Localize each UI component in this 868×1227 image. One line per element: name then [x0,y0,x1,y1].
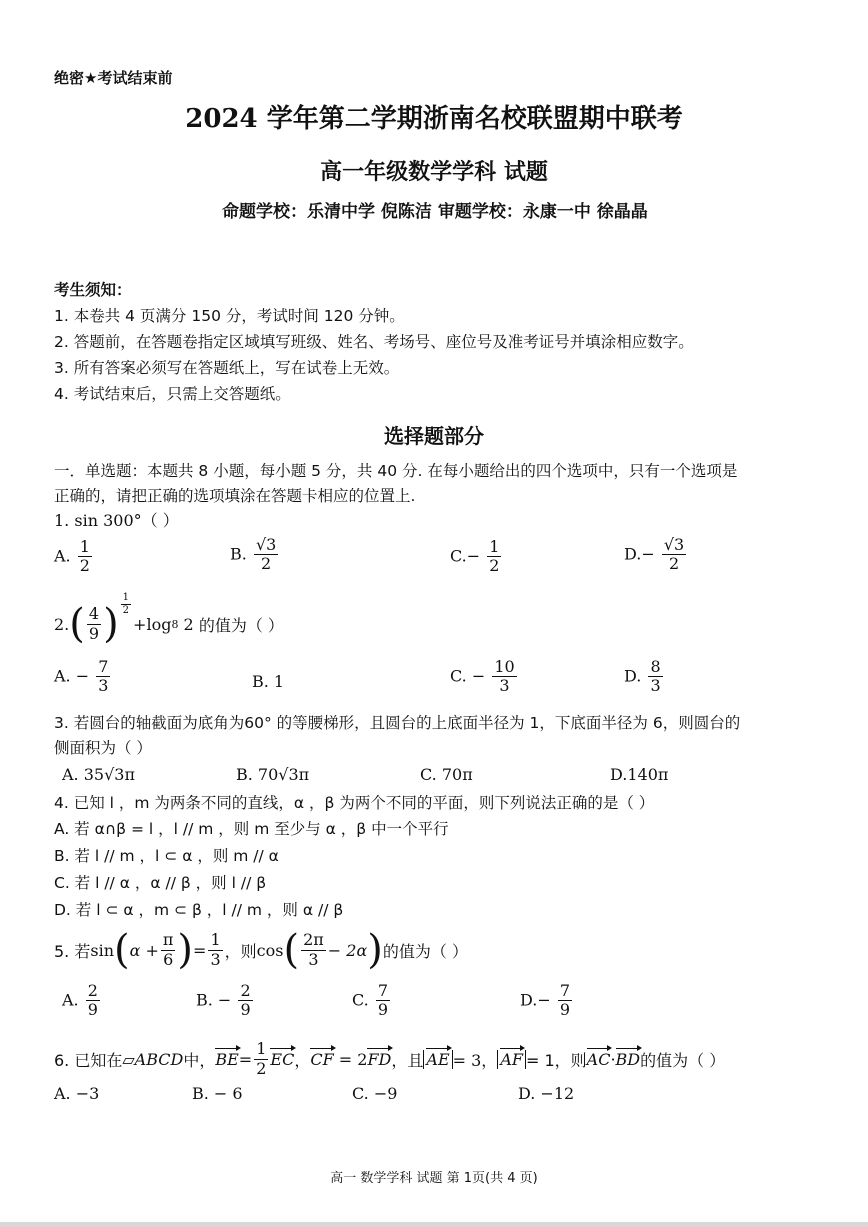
question-4-option-c: C. 若 l // α ，α // β ，则 l // β [54,874,267,892]
question-4-stem: 4. 已知 l ，m 为两条不同的直线，α ，β 为两个不同的平面，则下列说法正确的是（ ） [54,794,655,812]
section-intro-line1: 一．单选题：本题共 8 小题，每小题 5 分，共 40 分. 在每小题给出的四个选项中，只有一个选项是 [54,462,738,480]
question-4-option-a: A. 若 α∩β = l ，l // m ，则 m 至少与 α ，β 中一个平行 [54,820,449,838]
question-6-option-a: A. −3 [54,1084,100,1103]
question-6-option-b: B. − 6 [192,1084,243,1103]
question-1-option-c: C.− $\frac{1}{2}$ [450,537,500,576]
notice-item: 1. 本卷共 4 页满分 150 分，考试时间 120 分钟。 [54,307,405,325]
question-1-option-a: A. $\frac{1}{2}$ [54,537,90,576]
question-2-option-b: B. 1 [252,672,285,691]
notice-item: 4. 考试结束后，只需上交答题纸。 [54,385,291,403]
section-title: 选择题部分 [384,424,484,448]
exam-title: 2024 学年第二学期浙南名校联盟期中联考 [185,104,683,134]
secret-label: 绝密★考试结束前 [54,69,173,87]
question-5-option-b: B. − $\frac{2}{9}$ [196,981,251,1020]
author-line: 命题学校：乐清中学 倪陈洁 审题学校：永康一中 徐晶晶 [222,202,648,222]
section-intro-line2: 正确的，请把正确的选项填涂在答题卡相应的位置上. [54,487,416,505]
question-3-stem-line2: 侧面积为（ ） [54,739,152,757]
question-3-option-b: B. 70√3π [236,765,310,784]
question-5-stem: 5. 若 sin ( α + $\frac{\pi}{6}$ ) = $\frac{1}{3}$ ，则 cos ( $\frac{2\pi}{3}$ − 2α ) 的值为（ ） [54,927,468,973]
question-6-stem: 6. 已知在 ▱ABCD 中， BE = $\frac{1}{2}$ EC ， CF = 2 FD ，且 AE = 3， AF = 1，则 AC · BD 的值为（ ） [54,1039,726,1078]
question-3-option-d: D.140π [610,765,669,784]
question-4-option-d: D. 若 l ⊂ α ，m ⊂ β ，l // m ，则 α // β [54,901,344,919]
question-1-option-d: D.− $\frac{√3}{2}$ [624,535,685,574]
question-3-option-a: A. 35√3π [62,765,135,784]
question-2-option-d: D. $\frac{8}{3}$ [624,657,661,696]
question-2-stem: 2. ( $\frac{4}{9}$ ) $\frac{1}{2}$ +log 8 2 的值为（ ） [54,592,284,647]
notice-item: 3. 所有答案必须写在答题纸上，写在试卷上无效。 [54,359,400,377]
question-6-option-d: D. −12 [518,1084,575,1103]
notice-item: 2. 答题前，在答题卷指定区域填写班级、姓名、考场号、座位号及准考证号并填涂相应数字。 [54,333,694,351]
question-5-option-d: D.− $\frac{7}{9}$ [520,981,571,1020]
page-footer: 高一 数学学科 试题 第 1页(共 4 页) [330,1171,538,1186]
question-5-option-a: A. $\frac{2}{9}$ [62,981,98,1020]
question-2-option-a: A. − $\frac{7}{3}$ [54,657,109,696]
question-5-option-c: C. $\frac{7}{9}$ [352,981,389,1020]
question-6-option-c: C. −9 [352,1084,398,1103]
question-1-stem: 1. sin 300°（ ） [54,511,179,530]
question-2-option-c: C. − $\frac{10}{3}$ [450,657,515,696]
question-1-option-b: B. $\frac{√3}{2}$ [230,535,277,574]
question-4-option-b: B. 若 l // m ，l ⊂ α ，则 m // α [54,847,279,865]
question-3-option-c: C. 70π [420,765,473,784]
notice-heading: 考生须知： [54,281,132,299]
question-3-stem-line1: 3. 若圆台的轴截面为底角为60° 的等腰梯形，且圆台的上底面半径为 1，下底面半径为 6，则圆台的 [54,714,741,732]
exam-subtitle: 高一年级数学学科 试题 [320,160,548,185]
page-bottom-edge [0,1222,868,1227]
